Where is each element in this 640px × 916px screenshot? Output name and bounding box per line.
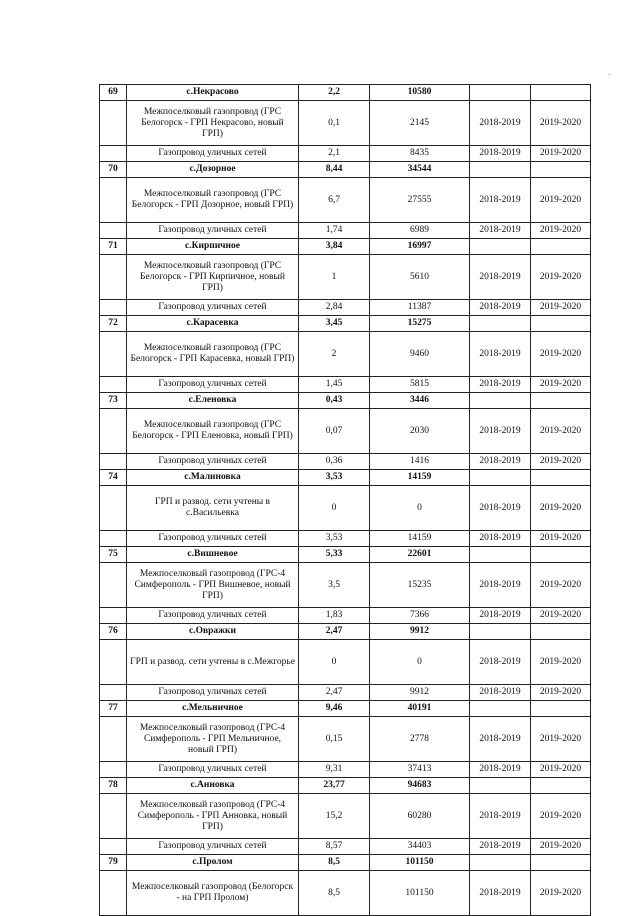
table-row	[100, 717, 591, 762]
row-period-1: 2018-2019	[470, 839, 531, 855]
row-number	[100, 409, 127, 454]
row-number	[100, 332, 127, 377]
row-period-2	[531, 85, 591, 101]
row-period-1: 2018-2019	[470, 300, 531, 316]
row-name: с.Малиновка	[127, 470, 299, 486]
row-length: 1,83	[299, 608, 370, 624]
row-name: Межпоселковый газопровод (ГРС Белогорск - ГРП Некрасово, новый ГРП)	[127, 101, 299, 146]
table-row	[100, 563, 591, 608]
table-row	[100, 608, 591, 624]
row-length: 1,45	[299, 377, 370, 393]
row-length: 3,53	[299, 470, 370, 486]
row-name: Межпоселковый газопровод (ГРС Белогорск - ГРП Еленовка, новый ГРП)	[127, 409, 299, 454]
row-period-1	[470, 316, 531, 332]
row-name: с.Некрасово	[127, 85, 299, 101]
row-period-2	[531, 316, 591, 332]
row-cost: 37413	[370, 762, 470, 778]
row-number	[100, 762, 127, 778]
row-cost: 22601	[370, 547, 470, 563]
row-period-2	[531, 162, 591, 178]
row-period-1: 2018-2019	[470, 762, 531, 778]
settlement-row	[100, 316, 591, 332]
row-period-1	[470, 547, 531, 563]
row-name: Межпоселковый газопровод (ГРС-4 Симферополь - ГРП Мельничное, новый ГРП)	[127, 717, 299, 762]
row-name: Межпоселковый газопровод (ГРС Белогорск - ГРП Карасевка, новый ГРП)	[127, 332, 299, 377]
row-number	[100, 839, 127, 855]
row-period-2	[531, 855, 591, 871]
row-cost: 94683	[370, 778, 470, 794]
row-length: 2,84	[299, 300, 370, 316]
row-period-1: 2018-2019	[470, 640, 531, 685]
row-name: с.Дозорное	[127, 162, 299, 178]
table-row	[100, 178, 591, 223]
row-number	[100, 640, 127, 685]
row-cost: 0	[370, 640, 470, 685]
row-period-2: 2019-2020	[531, 223, 591, 239]
row-length: 23,77	[299, 778, 370, 794]
row-cost: 2778	[370, 717, 470, 762]
row-name: Газопровод уличных сетей	[127, 300, 299, 316]
row-cost: 9912	[370, 624, 470, 640]
row-name: Газопровод уличных сетей	[127, 146, 299, 162]
row-period-2: 2019-2020	[531, 640, 591, 685]
row-cost: 14159	[370, 531, 470, 547]
row-period-1: 2018-2019	[470, 608, 531, 624]
settlement-row	[100, 547, 591, 563]
table-row	[100, 839, 591, 855]
row-name: Газопровод уличных сетей	[127, 839, 299, 855]
row-number: 69	[100, 85, 127, 101]
table-row	[100, 640, 591, 685]
row-period-1	[470, 239, 531, 255]
row-number: 72	[100, 316, 127, 332]
table-row	[100, 794, 591, 839]
row-number	[100, 178, 127, 223]
row-period-2: 2019-2020	[531, 563, 591, 608]
row-period-1	[470, 701, 531, 717]
row-number	[100, 563, 127, 608]
row-cost: 2030	[370, 409, 470, 454]
row-name: Межпоселковый газопровод (ГРС Белогорск - ГРП Кирпичное, новый ГРП)	[127, 255, 299, 300]
row-length: 5,33	[299, 547, 370, 563]
row-length: 1,74	[299, 223, 370, 239]
row-name: с.Еленовка	[127, 393, 299, 409]
row-cost: 9460	[370, 332, 470, 377]
row-period-2: 2019-2020	[531, 332, 591, 377]
row-period-1: 2018-2019	[470, 454, 531, 470]
row-length: 0,1	[299, 101, 370, 146]
row-cost: 27555	[370, 178, 470, 223]
row-period-1: 2018-2019	[470, 531, 531, 547]
row-period-1	[470, 470, 531, 486]
row-period-2: 2019-2020	[531, 871, 591, 916]
row-name: с.Мельничное	[127, 701, 299, 717]
row-period-1	[470, 778, 531, 794]
row-period-2	[531, 393, 591, 409]
table-row	[100, 486, 591, 531]
row-cost: 1416	[370, 454, 470, 470]
row-period-1	[470, 85, 531, 101]
table-row	[100, 300, 591, 316]
row-number: 79	[100, 855, 127, 871]
table-row	[100, 101, 591, 146]
row-length: 2,2	[299, 85, 370, 101]
row-number: 77	[100, 701, 127, 717]
row-length: 15,2	[299, 794, 370, 839]
row-period-2: 2019-2020	[531, 146, 591, 162]
row-length: 3,53	[299, 531, 370, 547]
row-length: 0,36	[299, 454, 370, 470]
row-cost: 9912	[370, 685, 470, 701]
row-period-2: 2019-2020	[531, 608, 591, 624]
row-cost: 3446	[370, 393, 470, 409]
table-body	[100, 85, 591, 916]
table-row	[100, 685, 591, 701]
row-number	[100, 146, 127, 162]
row-period-2: 2019-2020	[531, 178, 591, 223]
row-length: 0	[299, 486, 370, 531]
row-number	[100, 377, 127, 393]
row-cost: 6989	[370, 223, 470, 239]
settlement-row	[100, 701, 591, 717]
row-number: 71	[100, 239, 127, 255]
row-period-2: 2019-2020	[531, 531, 591, 547]
row-number	[100, 794, 127, 839]
row-period-1: 2018-2019	[470, 871, 531, 916]
row-period-2: 2019-2020	[531, 685, 591, 701]
row-name: ГРП и развод. сети учтены в с.Васильевка	[127, 486, 299, 531]
row-period-1: 2018-2019	[470, 717, 531, 762]
settlement-row	[100, 162, 591, 178]
row-name: с.Карасевка	[127, 316, 299, 332]
row-name: Газопровод уличных сетей	[127, 685, 299, 701]
row-period-1: 2018-2019	[470, 685, 531, 701]
row-name: Газопровод уличных сетей	[127, 608, 299, 624]
settlement-row	[100, 470, 591, 486]
row-length: 1	[299, 255, 370, 300]
row-name: Межпоселковый газопровод (Белогорск - на ГРП Пролом)	[127, 871, 299, 916]
row-cost: 0	[370, 486, 470, 531]
table-row	[100, 377, 591, 393]
gas-pipeline-table	[99, 84, 591, 916]
table-row	[100, 409, 591, 454]
row-length: 9,31	[299, 762, 370, 778]
row-period-2: 2019-2020	[531, 377, 591, 393]
row-period-2: 2019-2020	[531, 794, 591, 839]
row-period-1	[470, 162, 531, 178]
row-name: с.Пролом	[127, 855, 299, 871]
table-row	[100, 223, 591, 239]
row-cost: 60280	[370, 794, 470, 839]
row-name: с.Вишневое	[127, 547, 299, 563]
row-number: 76	[100, 624, 127, 640]
row-name: Межпоселковый газопровод (ГРС Белогорск - ГРП Дозорное, новый ГРП)	[127, 178, 299, 223]
row-number	[100, 255, 127, 300]
row-period-2	[531, 624, 591, 640]
row-period-2	[531, 239, 591, 255]
row-number	[100, 871, 127, 916]
row-cost: 14159	[370, 470, 470, 486]
row-period-1: 2018-2019	[470, 178, 531, 223]
row-name: Межпоселковый газопровод (ГРС-4 Симферополь - ГРП Анновка, новый ГРП)	[127, 794, 299, 839]
row-cost: 11387	[370, 300, 470, 316]
row-length: 8,57	[299, 839, 370, 855]
row-cost: 101150	[370, 855, 470, 871]
row-period-2: 2019-2020	[531, 839, 591, 855]
row-name: с.Анновка	[127, 778, 299, 794]
row-number	[100, 717, 127, 762]
row-name: Газопровод уличных сетей	[127, 377, 299, 393]
row-name: с.Кирпичное	[127, 239, 299, 255]
settlement-row	[100, 85, 591, 101]
row-name: с.Овражки	[127, 624, 299, 640]
row-number	[100, 101, 127, 146]
row-length: 9,46	[299, 701, 370, 717]
row-name: Газопровод уличных сетей	[127, 223, 299, 239]
row-period-1: 2018-2019	[470, 223, 531, 239]
row-length: 3,5	[299, 563, 370, 608]
row-period-2: 2019-2020	[531, 255, 591, 300]
row-period-1: 2018-2019	[470, 794, 531, 839]
row-period-1: 2018-2019	[470, 146, 531, 162]
row-name: Газопровод уличных сетей	[127, 454, 299, 470]
row-number	[100, 486, 127, 531]
row-cost: 34544	[370, 162, 470, 178]
row-length: 8,5	[299, 855, 370, 871]
row-length: 6,7	[299, 178, 370, 223]
row-period-2	[531, 778, 591, 794]
row-cost: 2145	[370, 101, 470, 146]
row-length: 0	[299, 640, 370, 685]
table-row	[100, 454, 591, 470]
row-length: 3,45	[299, 316, 370, 332]
row-period-2: 2019-2020	[531, 300, 591, 316]
row-cost: 15275	[370, 316, 470, 332]
table-row	[100, 531, 591, 547]
row-number	[100, 223, 127, 239]
row-period-1: 2018-2019	[470, 377, 531, 393]
row-period-1: 2018-2019	[470, 255, 531, 300]
row-number: 73	[100, 393, 127, 409]
row-length: 3,84	[299, 239, 370, 255]
row-period-2: 2019-2020	[531, 409, 591, 454]
row-period-2	[531, 470, 591, 486]
row-cost: 40191	[370, 701, 470, 717]
row-period-1: 2018-2019	[470, 486, 531, 531]
row-cost: 34403	[370, 839, 470, 855]
row-period-2	[531, 547, 591, 563]
row-period-1: 2018-2019	[470, 101, 531, 146]
row-period-2: 2019-2020	[531, 454, 591, 470]
row-period-2: 2019-2020	[531, 717, 591, 762]
row-length: 2,47	[299, 624, 370, 640]
row-cost: 16997	[370, 239, 470, 255]
settlement-row	[100, 624, 591, 640]
row-period-1: 2018-2019	[470, 332, 531, 377]
row-length: 8,5	[299, 871, 370, 916]
table-row	[100, 871, 591, 916]
row-cost: 5610	[370, 255, 470, 300]
row-number: 78	[100, 778, 127, 794]
row-length: 2,1	[299, 146, 370, 162]
row-number: 74	[100, 470, 127, 486]
row-length: 0,43	[299, 393, 370, 409]
row-name: Газопровод уличных сетей	[127, 531, 299, 547]
row-period-1	[470, 393, 531, 409]
row-length: 0,15	[299, 717, 370, 762]
row-cost: 101150	[370, 871, 470, 916]
row-cost: 5815	[370, 377, 470, 393]
settlement-row	[100, 239, 591, 255]
row-length: 2	[299, 332, 370, 377]
row-number	[100, 531, 127, 547]
table-row	[100, 762, 591, 778]
row-number: 75	[100, 547, 127, 563]
row-name: Межпоселковый газопровод (ГРС-4 Симферополь - ГРП Вишневое, новый ГРП)	[127, 563, 299, 608]
row-period-2: 2019-2020	[531, 486, 591, 531]
row-cost: 8435	[370, 146, 470, 162]
settlement-row	[100, 393, 591, 409]
row-number	[100, 608, 127, 624]
row-cost: 10580	[370, 85, 470, 101]
row-period-2: 2019-2020	[531, 101, 591, 146]
row-period-2: 2019-2020	[531, 762, 591, 778]
row-length: 8,44	[299, 162, 370, 178]
row-number	[100, 454, 127, 470]
row-cost: 7366	[370, 608, 470, 624]
row-period-1	[470, 624, 531, 640]
table-row	[100, 332, 591, 377]
row-cost: 15235	[370, 563, 470, 608]
row-name: ГРП и развод. сети учтены в с.Межгорье	[127, 640, 299, 685]
row-period-1: 2018-2019	[470, 409, 531, 454]
row-name: Газопровод уличных сетей	[127, 762, 299, 778]
row-length: 0,07	[299, 409, 370, 454]
row-period-2	[531, 701, 591, 717]
table-row	[100, 146, 591, 162]
row-number: 70	[100, 162, 127, 178]
row-length: 2,47	[299, 685, 370, 701]
row-number	[100, 300, 127, 316]
row-period-1	[470, 855, 531, 871]
row-number	[100, 685, 127, 701]
settlement-row	[100, 778, 591, 794]
row-period-1: 2018-2019	[470, 563, 531, 608]
settlement-row	[100, 855, 591, 871]
corner-mark: .	[608, 68, 611, 77]
table-row	[100, 255, 591, 300]
